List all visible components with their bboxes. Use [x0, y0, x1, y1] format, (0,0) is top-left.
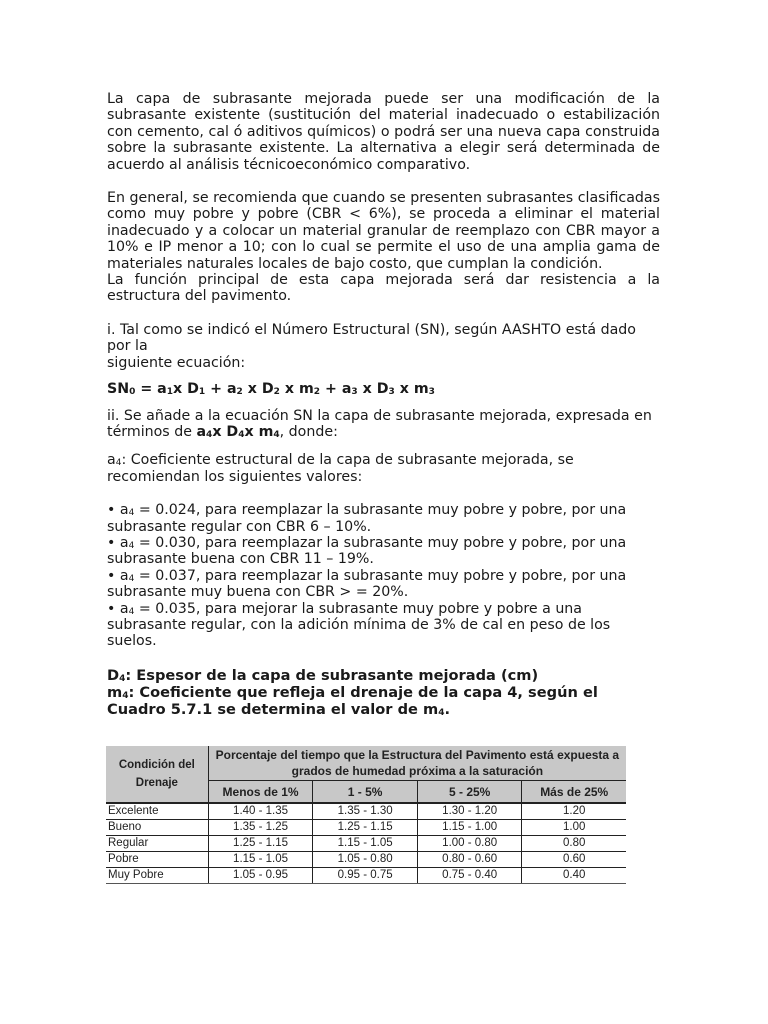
table-cell: 1.15 - 1.05	[208, 852, 313, 868]
paragraph-function: La función principal de esta capa mejorada será dar resistencia a la estructura del pavimento.	[107, 272, 660, 305]
table-header-col: Más de 25%	[522, 781, 626, 804]
a4-definition: $a_4$: Coeficiente estructural de la capa de subrasante mejorada, se recomiendan los siguientes valores:	[107, 452, 574, 485]
document-body	[107, 91, 660, 718]
item-i-line1: i. Tal como se indicó el Número Estructural (SN), según AASHTO está dado por la	[107, 321, 636, 355]
table-cell: 0.80 - 0.60	[417, 852, 522, 868]
table-cell-condition: Bueno	[106, 820, 208, 836]
list-item: • $a_4 = 0.037$, para reemplazar la subrasante muy pobre y pobre, por una subrasante muy buena con CBR > = 20%.	[107, 567, 627, 601]
table-row	[106, 836, 626, 852]
table-cell: 1.20	[522, 803, 626, 820]
table-cell: 1.30 - 1.20	[417, 803, 522, 820]
list-item: • $a_4 = 0.030$, para reemplazar la subrasante muy pobre y pobre, por una subrasante buena con CBR 11 – 19%.	[107, 534, 627, 568]
table-cell: 1.35 - 1.25	[208, 820, 313, 836]
table-cell: 1.05 - 0.80	[313, 852, 418, 868]
table-header-col: 5 - 25%	[417, 781, 522, 804]
table-cell: 1.00 - 0.80	[417, 836, 522, 852]
table-header-col: Menos de 1%	[208, 781, 313, 804]
table-cell: 0.80	[522, 836, 626, 852]
sn-equation: $SN_0 = a_1x$ $D_1 + a_2$ x $D_2$ x $m_2 + a_3$ x $D_3$ x $m_3$	[107, 381, 435, 398]
table-cell: 1.05 - 0.95	[208, 868, 313, 884]
paragraph-intro: La capa de subrasante mejorada puede ser una modificación de la subrasante existente (sustitución del material inadecuado o estabilización con cemento, cal ó aditivos químicos) o podrá ser una nueva capa construida sobre la subrasante existente. La alternativa a elegir será determinada de acuerdo al análisis técnicoeconómico comparativo.	[107, 91, 660, 173]
table-cell: 1.00	[522, 820, 626, 836]
table-cell: 1.25 - 1.15	[313, 820, 418, 836]
table-cell: 1.15 - 1.00	[417, 820, 522, 836]
table-row	[106, 852, 626, 868]
table-cell: 0.40	[522, 868, 626, 884]
table-cell-condition: Muy Pobre	[106, 868, 208, 884]
list-item: • $a_4 = 0.024$, para reemplazar la subrasante muy pobre y pobre, por una subrasante regular con CBR 6 – 10%.	[107, 502, 627, 535]
table-header-condition: Condición del Drenaje	[106, 746, 208, 803]
table-cell-condition: Regular	[106, 836, 208, 852]
d4-definition: $D_4$: Espesor de la capa de subrasante mejorada (cm)	[107, 666, 539, 684]
table-row	[106, 803, 626, 820]
table-cell: 0.75 - 0.40	[417, 868, 522, 884]
table-cell-condition: Excelente	[106, 803, 208, 820]
table-cell: 0.95 - 0.75	[313, 868, 418, 884]
list-item: • $a_4 = 0.035$, para mejorar la subrasante muy pobre y pobre a una subrasante regular, con la adición mínima de 3% de cal en peso de los suelos.	[107, 600, 611, 650]
table-cell: 1.35 - 1.30	[313, 803, 418, 820]
paragraph-recommendation: En general, se recomienda que cuando se presenten subrasantes clasificadas como muy pobre y pobre (CBR < 6%), se proceda a eliminar el material inadecuado y a colocar un material granular de reemplazo con CBR mayor a 10% e IP menor a 10; con lo cual se permite el uso de una amplia gama de materiales naturales locales de bajo costo, que cumplan la condición.	[107, 190, 660, 272]
m4-definition: $m_4$: Coeficiente que refleja el drenaje de la capa 4, según el Cuadro 5.7.1 se determina el valor de $m_4$.	[107, 683, 598, 718]
table-cell: 1.40 - 1.35	[208, 803, 313, 820]
drainage-coefficient-table	[106, 746, 626, 884]
table-row	[106, 868, 626, 884]
table-cell: 0.60	[522, 852, 626, 868]
item-ii: ii. Se añade a la ecuación SN la capa de subrasante mejorada, expresada en términos de $a_4x$ $D_4x$ $m_4$, donde:	[107, 407, 652, 440]
table-cell: 1.15 - 1.05	[313, 836, 418, 852]
table-header-group: Porcentaje del tiempo que la Estructura del Pavimento está expuesta a grados de humedad próxima a la saturación	[208, 746, 626, 781]
a4-values-list	[107, 502, 660, 650]
table-cell-condition: Pobre	[106, 852, 208, 868]
item-i-line2: siguiente ecuación:	[107, 354, 246, 371]
table-header-col: 1 - 5%	[313, 781, 418, 804]
table-row	[106, 820, 626, 836]
table-cell: 1.25 - 1.15	[208, 836, 313, 852]
